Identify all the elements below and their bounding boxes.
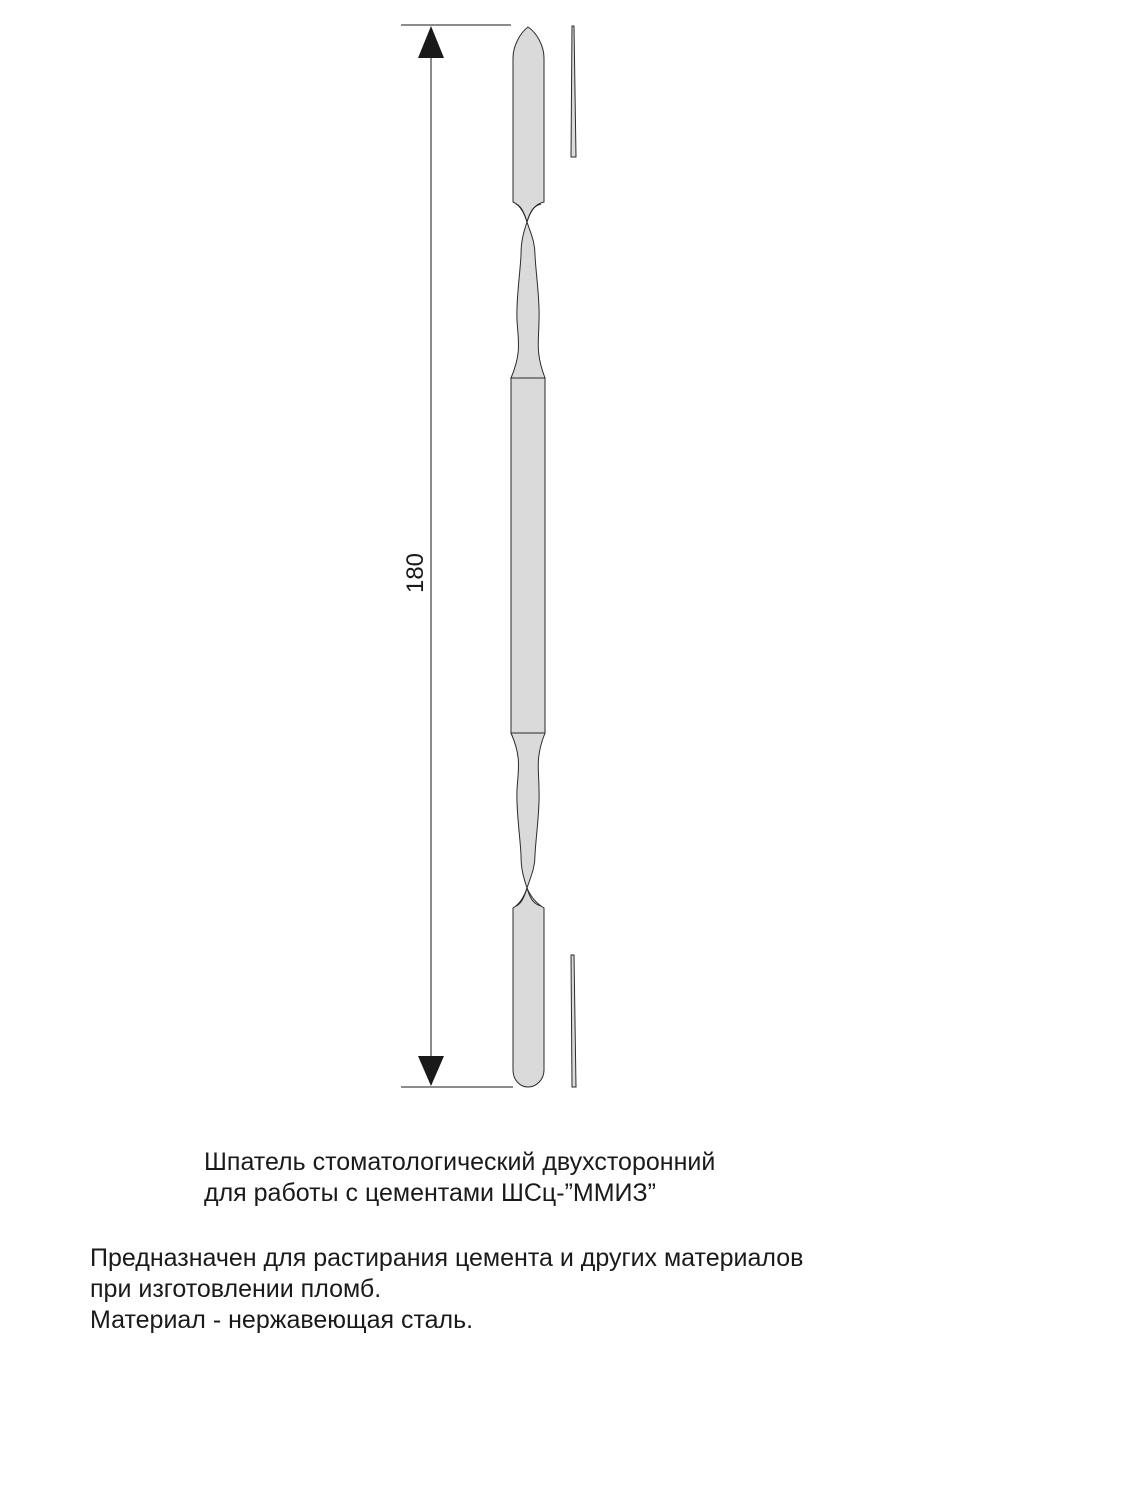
dimension-arrow-top (418, 26, 444, 58)
bottom-blade-side-profile (571, 955, 576, 1087)
dimension-arrow-bottom (418, 1056, 444, 1086)
product-title-line-2: для работы с цементами ШСц-”ММИЗ” (204, 1179, 656, 1207)
handle (511, 378, 545, 733)
product-description (90, 1243, 803, 1336)
description-line-1: Предназначен для растирания цемента и других материалов (90, 1244, 804, 1272)
top-blade-side-profile (571, 26, 576, 157)
description-line-2: при изготовлении пломб. (90, 1275, 382, 1303)
dimension-value: 180 (402, 552, 429, 594)
top-neck (511, 222, 545, 378)
product-title-line-1: Шпатель стоматологический двухсторонний (204, 1148, 716, 1176)
top-blade (513, 27, 544, 222)
spatula-body (511, 27, 545, 1087)
bottom-blade (513, 888, 544, 1087)
product-title (204, 1147, 715, 1209)
bottom-neck (511, 733, 545, 888)
description-line-3: Материал - нержавеющая сталь. (90, 1306, 474, 1334)
